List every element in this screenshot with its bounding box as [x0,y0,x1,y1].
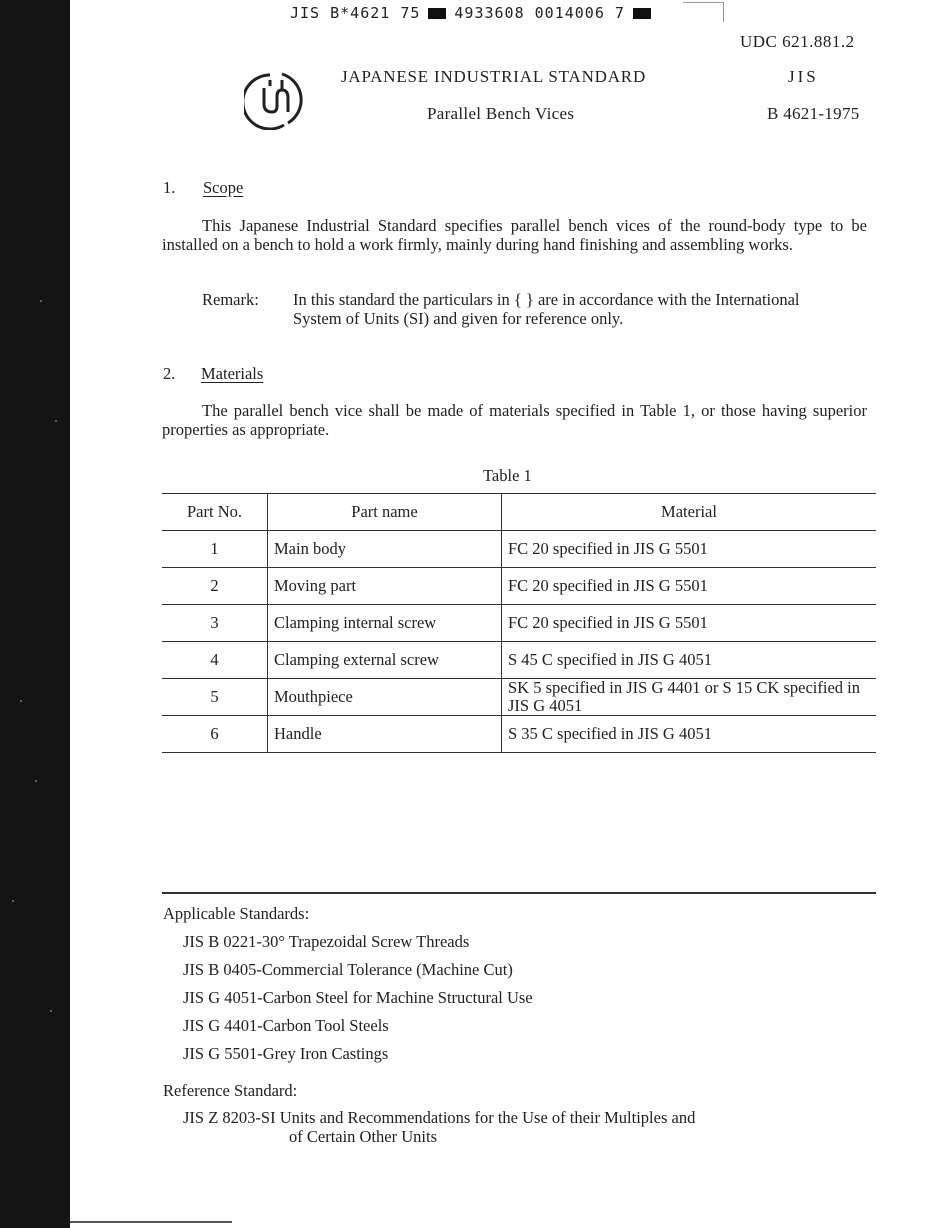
cell-part-name: Main body [268,531,502,568]
scan-black-border [0,0,70,1228]
scan-code [290,4,659,22]
scan-code-middle: 4933608 0014006 7 [454,4,625,22]
applicable-item: JIS B 0221-30° Trapezoidal Screw Threads [183,932,470,951]
cell-part-name: Clamping internal screw [268,605,502,642]
cell-part-no: 4 [162,642,268,679]
cell-part-no: 1 [162,531,268,568]
footnote-separator [162,892,876,894]
cell-material: FC 20 specified in JIS G 5501 [502,605,877,642]
cell-part-name: Handle [268,716,502,753]
scope-text: This Japanese Industrial Standard specifies parallel bench vices of the round-body type to be installed on a bench to hold a work firmly, mainly during hand finishing and assembling works. [162,216,867,254]
scan-mark-line [683,2,723,3]
header-part-name: Part name [268,494,502,531]
cell-part-name: Clamping external screw [268,642,502,679]
applicable-item: JIS B 0405-Commercial Tolerance (Machine Cut) [183,960,513,979]
scan-artifact-line [70,1221,232,1223]
cell-part-name: Moving part [268,568,502,605]
header-material: Material [502,494,877,531]
reference-item-line2: of Certain Other Units [289,1127,438,1146]
cell-material: SK 5 specified in JIS G 4401 or S 15 CK specified in JIS G 4051 [502,679,877,716]
applicable-item: JIS G 4051-Carbon Steel for Machine Structural Use [183,988,533,1007]
scope-paragraph [162,216,867,254]
applicable-item: JIS G 4401-Carbon Tool Steels [183,1016,389,1035]
cell-part-no: 2 [162,568,268,605]
reference-heading: Reference Standard: [163,1081,298,1100]
table-row [162,642,876,679]
cell-material: FC 20 specified in JIS G 5501 [502,568,877,605]
document-number: B 4621-1975 [767,104,860,123]
section-number: 1. [163,178,176,197]
table-row [162,716,876,753]
reference-item-line1: JIS Z 8203-SI Units and Recommendations for the Use of their Multiples and [183,1108,696,1127]
remark-text: In this standard the particulars in { } are in accordance with the International System of Units (SI) and given for reference only. [293,290,800,328]
cell-part-name: Mouthpiece [268,679,502,716]
header-part-no: Part No. [162,494,268,531]
table-row [162,531,876,568]
materials-paragraph [162,401,867,439]
section-scope-heading [163,178,243,198]
section-title: Scope [203,178,244,197]
table-row [162,568,876,605]
cell-part-no: 6 [162,716,268,753]
udc-code: UDC 621.881.2 [740,32,855,51]
cell-part-no: 3 [162,605,268,642]
section-number: 2. [163,364,176,383]
cell-material: S 45 C specified in JIS G 4051 [502,642,877,679]
materials-text: The parallel bench vice shall be made of materials specified in Table 1, or those having superior properties as appropriate. [162,401,867,439]
scan-code-left: JIS B*4621 75 [290,4,421,22]
materials-table [162,493,876,753]
section-materials-heading [163,364,263,384]
jis-mark: JIS [788,67,819,86]
remark-label: Remark: [202,290,259,309]
table-row [162,679,876,716]
section-title: Materials [201,364,264,383]
standard-title: JAPANESE INDUSTRIAL STANDARD [341,67,647,86]
table-header-row [162,494,876,531]
applicable-heading: Applicable Standards: [163,904,310,923]
table-row [162,605,876,642]
jis-logo-icon [244,68,308,130]
scan-mark-line-vertical [723,2,724,22]
cell-part-no: 5 [162,679,268,716]
cell-material: S 35 C specified in JIS G 4051 [502,716,877,753]
cell-material: FC 20 specified in JIS G 5501 [502,531,877,568]
applicable-item: JIS G 5501-Grey Iron Castings [183,1044,389,1063]
document-title: Parallel Bench Vices [427,104,575,123]
table-caption: Table 1 [483,466,532,485]
